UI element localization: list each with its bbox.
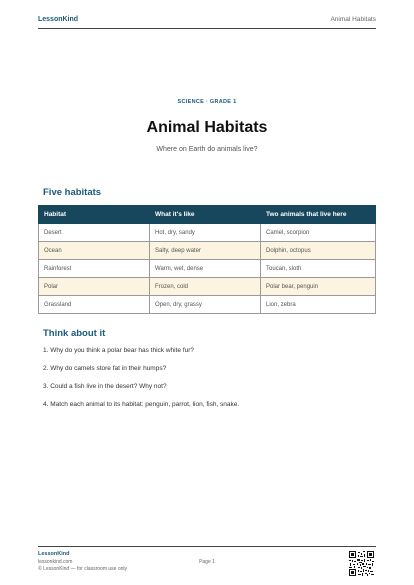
column-header: Habitat xyxy=(39,206,150,224)
table-row xyxy=(39,278,376,296)
qr-code-icon[interactable] xyxy=(349,551,374,576)
question-item: 1. Why do you think a polar bear has thick white fur? xyxy=(43,347,195,354)
question-item: 2. Why do camels store fat in their humps? xyxy=(43,365,167,372)
table-row xyxy=(39,224,376,242)
footer-website-link[interactable]: lessonkind.com xyxy=(38,559,73,565)
brand-name: LessonKind xyxy=(38,16,79,23)
table-cell: Dolphin, octopus xyxy=(261,242,376,260)
table-cell: Desert xyxy=(39,224,150,242)
question-item: 3. Could a fish live in the desert? Why not? xyxy=(43,383,167,390)
table-cell: Frozen, cold xyxy=(150,278,261,296)
page-number: Page 1 xyxy=(199,559,215,565)
footer-brand: LessonKind xyxy=(38,551,70,557)
column-header: Two animals that live here xyxy=(261,206,376,224)
table-cell: Grassland xyxy=(39,296,150,314)
table-cell: Hot, dry, sandy xyxy=(150,224,261,242)
habitats-table xyxy=(38,205,376,314)
table-cell: Rainforest xyxy=(39,260,150,278)
footer-copyright: © LessonKind — for classroom use only xyxy=(38,566,128,572)
question-list xyxy=(43,346,239,418)
table-cell: Polar xyxy=(39,278,150,296)
think-heading: Think about it xyxy=(43,328,106,339)
question-item: 4. Match each animal to its habitat: penguin, parrot, lion, fish, snake. xyxy=(43,401,240,408)
table-cell: Ocean xyxy=(39,242,150,260)
table-cell: Open, dry, grassy xyxy=(150,296,261,314)
page-subtitle: Where on Earth do animals live? xyxy=(156,146,258,153)
footer-divider xyxy=(38,546,376,547)
table-cell: Camel, scorpion xyxy=(261,224,376,242)
subject-grade-label: SCIENCE · GRADE 1 xyxy=(177,99,237,105)
table-header-row xyxy=(39,206,376,224)
table-row xyxy=(39,242,376,260)
table-row xyxy=(39,260,376,278)
habitats-heading: Five habitats xyxy=(43,187,102,198)
table-cell: Toucan, sloth xyxy=(261,260,376,278)
table-cell: Salty, deep water xyxy=(150,242,261,260)
page-title: Animal Habitats xyxy=(146,119,268,136)
page-header xyxy=(38,14,376,29)
column-header: What it's like xyxy=(150,206,261,224)
table-cell: Lion, zebra xyxy=(261,296,376,314)
table-cell: Warm, wet, dense xyxy=(150,260,261,278)
table-cell: Polar bear, penguin xyxy=(261,278,376,296)
document-name: Animal Habitats xyxy=(330,16,376,23)
table-row xyxy=(39,296,376,314)
